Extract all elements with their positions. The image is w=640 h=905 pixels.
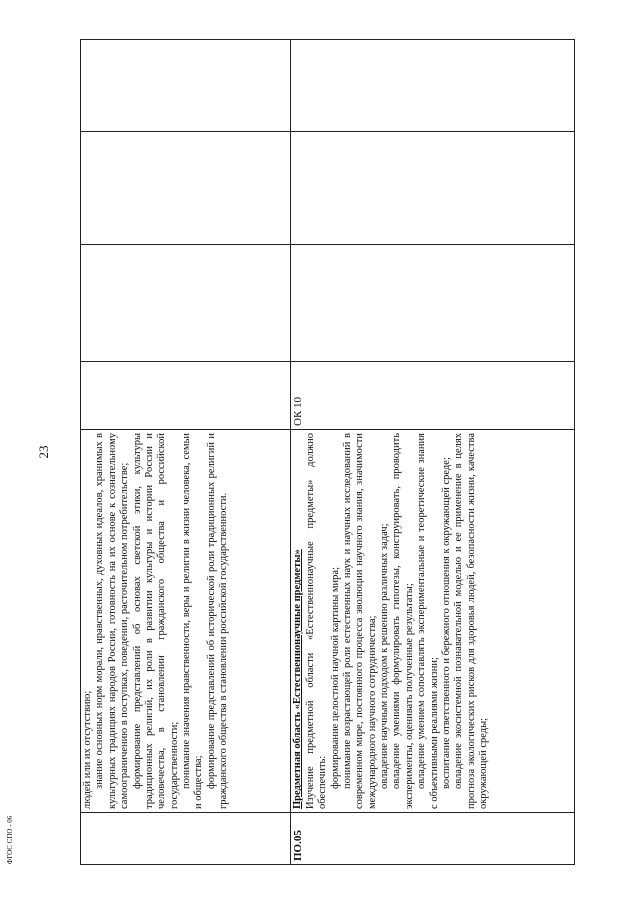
paragraph: овладение научным подходом к решению различных задач; <box>379 523 391 789</box>
section-heading: Предметная область «Естественнонаучные предметы» <box>292 549 304 809</box>
paragraph: понимание возрастающей роли естественных наук и научных исследований в современном мире, постоянного процесса эволюции научного знания, значимости международного научного сотрудничества; <box>341 433 378 809</box>
empty-cell <box>291 132 575 245</box>
paragraph: Изучение предметной области «Естественнонаучные предметы» должно обеспечить: <box>304 433 329 809</box>
content-cell <box>81 430 291 813</box>
empty-cell <box>81 245 291 362</box>
paragraph: овладение умением сопоставлять экспериментальные и теоретические знания с объективными реалиями жизни; <box>416 433 440 809</box>
paragraph: знание основных норм морали, нравственных, духовных идеалов, хранимых в культурных традициях народов России, готовность на их основе к сознательному самоограничению в поступках, поведении, расточительном потребительстве; <box>94 433 131 809</box>
table-row <box>291 40 575 865</box>
paragraph: воспитание ответственного и бережного отношения к окружающей среде; <box>440 457 452 789</box>
competency-cell <box>291 362 575 430</box>
code-cell <box>291 813 575 865</box>
rotated-table-container <box>80 40 575 865</box>
empty-cell <box>81 362 291 430</box>
footer-text: ФГОС СПО - 06 <box>6 815 14 865</box>
competency-code: ОК 10 <box>292 396 305 426</box>
empty-cell <box>81 132 291 245</box>
empty-cell <box>81 40 291 132</box>
empty-cell <box>291 245 575 362</box>
content-cell <box>291 430 575 813</box>
section-body <box>305 433 491 809</box>
paragraph: овладение экосистемной познавательной моделью и ее применение в целях прогноза экологических рисков для здоровья людей, безопасности жизни, качества окружающей среды; <box>453 433 490 809</box>
paragraph: формирование целостной научной картины мира; <box>329 566 341 789</box>
empty-cell <box>291 40 575 132</box>
page-number-text: 23 <box>36 445 51 459</box>
standards-table <box>80 39 575 865</box>
table-row <box>81 40 291 865</box>
code-cell <box>81 813 291 865</box>
paragraph: овладение умениями формулировать гипотезы, конструировать, проводить эксперименты, оценивать полученные результаты; <box>391 433 415 809</box>
paragraph: формирование представлений об основах светской этики, культуры традиционных религий, их роли в развитии культуры и истории России и человечества, в становлении гражданского общества и российской государственности; <box>131 433 180 809</box>
paragraph: людей или их отсутствию; <box>82 690 93 809</box>
paragraph: формирование представлений об исторической роли традиционных религий и гражданского общества в становлении российской государственности. <box>205 433 230 809</box>
paragraph: понимание значения нравственности, веры и религии в жизни человека, семьи и общества; <box>181 433 205 809</box>
row-code: ПО.05 <box>292 830 305 861</box>
